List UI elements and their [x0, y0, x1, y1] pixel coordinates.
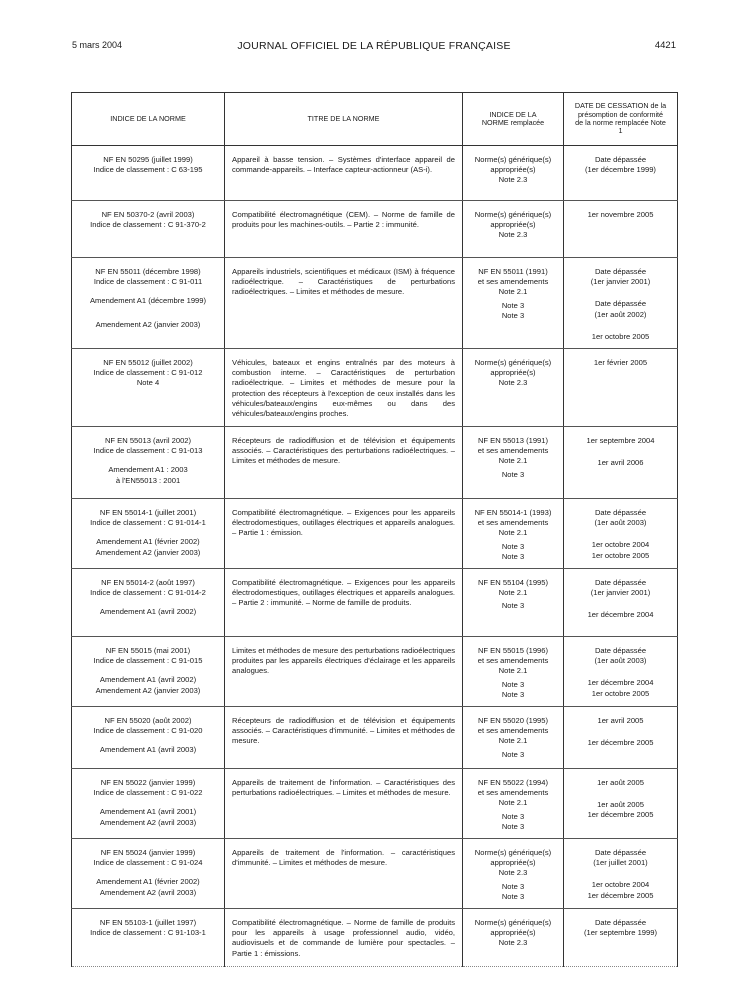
cessation-date-line: Date dépassée	[594, 918, 647, 928]
replaced-standard-line: Note 3	[501, 601, 525, 611]
cessation-date-line: 1er octobre 2005	[591, 688, 650, 698]
replaced-standard-line: Note 3	[501, 310, 525, 320]
cessation-date-line: Date dépassée	[594, 848, 647, 858]
table-row	[72, 569, 678, 637]
replaced-standard-line: Norme(s) générique(s)	[474, 848, 552, 858]
standard-index-line: NF EN 55015 (mai 2001)	[105, 646, 191, 656]
replaced-standard-line: Norme(s) générique(s)	[474, 210, 552, 219]
cessation-date-line: Date dépassée	[594, 299, 647, 309]
amendment-line: Amendement A1 (avril 2002)	[99, 675, 197, 685]
replaced-standard-line: Note 3	[501, 679, 525, 689]
replaced-standard-cell	[463, 909, 564, 967]
replaced-standard-line: Note 3	[501, 749, 525, 759]
standard-index-line: Indice de classement : C 91-024	[93, 858, 203, 868]
replaced-standard-line: Note 3	[501, 689, 525, 699]
cessation-date-cell	[564, 499, 678, 569]
replaced-standard-cell	[463, 569, 564, 637]
replaced-standard-line: Note 2.1	[498, 798, 528, 808]
amendment-line: Amendement A1 (avril 2003)	[99, 745, 197, 755]
cessation-date-line: (1er août 2002)	[594, 309, 647, 319]
column-header-title: TITRE DE LA NORME	[225, 93, 463, 146]
replaced-standard-line: appropriée(s)	[490, 928, 536, 938]
replaced-standard-line: et ses amendements	[477, 277, 549, 287]
replaced-standard-line: NF EN 55011 (1991)	[478, 267, 548, 276]
standard-index-line: NF EN 50370-2 (avril 2003)	[101, 210, 195, 219]
standard-index-line: Indice de classement : C 91-014-1	[90, 518, 206, 528]
standard-title-cell	[225, 839, 463, 909]
standard-index-cell	[72, 769, 225, 839]
standard-title: Véhicules, bateaux et engins entraînés par des moteurs à combustion interne. – Caractéristiques de perturbation radioélectrique. – Limites et méthodes de mesure pour la protection des récepteurs à l'exception de ceux installés dans les véhicules/bateaux/engins eux-mêmes ou dans des véhicules/bateaux/engins proches.	[232, 358, 455, 419]
cessation-date-line: 1er septembre 2004	[586, 436, 655, 446]
cessation-date-line: (1er janvier 2001)	[590, 277, 651, 287]
standard-index-line: Indice de classement : C 91-012	[93, 368, 203, 378]
standard-index-line: NF EN 55022 (janvier 1999)	[100, 778, 196, 788]
cessation-date-line: 1er octobre 2004	[591, 880, 650, 890]
standard-index-cell	[72, 146, 225, 201]
journal-title: JOURNAL OFFICIEL DE LA RÉPUBLIQUE FRANÇAISE	[237, 40, 511, 52]
cessation-date-line: 1er décembre 2005	[587, 890, 654, 900]
standard-index-line: NF EN 55024 (janvier 1999)	[100, 848, 196, 858]
cessation-date-cell	[564, 769, 678, 839]
standard-index-line: NF EN 55011 (décembre 1998)	[95, 267, 201, 276]
standard-index-line: Indice de classement : C 91-011	[93, 277, 203, 287]
standard-title: Compatibilité électromagnétique. – Exigences pour les appareils électrodomestiques, outillages électriques et appareils analogues. – Partie 2 : immunité. – Norme de famille de produits.	[232, 578, 455, 608]
standard-title-cell	[225, 499, 463, 569]
cessation-date-cell	[564, 201, 678, 258]
standard-index-line: Note 4	[136, 378, 160, 388]
table-row	[72, 909, 678, 967]
replaced-standard-line: Note 2.3	[498, 938, 528, 948]
column-header-date: DATE DE CESSATION de la présomption de conformité de la norme remplacée Note 1	[564, 93, 678, 146]
replaced-standard-line: Note 2.3	[498, 868, 528, 878]
amendment-line: Amendement A2 (avril 2003)	[99, 887, 197, 897]
standard-index-line: NF EN 50295 (juillet 1999)	[103, 155, 193, 164]
amendment-line: Amendement A2 (janvier 2003)	[95, 319, 201, 329]
cessation-date-cell	[564, 569, 678, 637]
replaced-standard-line: NF EN 55104 (1995)	[477, 578, 549, 588]
replaced-standard-line: Note 2.1	[498, 456, 528, 466]
cessation-date-line: (1er août 2003)	[594, 656, 647, 666]
replaced-standard-line: Note 2.1	[498, 528, 528, 538]
cessation-date-line: Date dépassée	[594, 155, 647, 164]
replaced-standard-line: Note 3	[501, 469, 525, 479]
replaced-standard-cell	[463, 637, 564, 707]
standard-title-cell	[225, 707, 463, 769]
replaced-standard-line: NF EN 55013 (1991)	[477, 436, 549, 446]
cessation-date-line: (1er août 2003)	[594, 518, 647, 528]
table-header-row	[72, 93, 678, 146]
replaced-standard-cell	[463, 146, 564, 201]
standard-title: Récepteurs de radiodiffusion et de télévision et équipements associés. – Caractéristiques des perturbations radioélectriques. – Limites et méthodes de mesure.	[232, 436, 455, 466]
table-row	[72, 499, 678, 569]
cessation-date-line: 1er avril 2005	[597, 716, 644, 726]
replaced-standard-line: appropriée(s)	[490, 165, 536, 175]
table-row	[72, 839, 678, 909]
standard-title-cell	[225, 258, 463, 349]
replaced-standard-cell	[463, 839, 564, 909]
replaced-standard-line: appropriée(s)	[490, 368, 536, 378]
amendment-line: Amendement A2 (janvier 2003)	[95, 685, 201, 695]
cessation-date-line: 1er décembre 2004	[587, 678, 654, 688]
replaced-standard-line: Norme(s) générique(s)	[474, 358, 552, 368]
amendment-line: Amendement A1 (février 2002)	[96, 877, 200, 887]
cessation-date-cell	[564, 146, 678, 201]
cessation-date-line: (1er janvier 2001)	[590, 588, 651, 598]
replaced-standard-line: Note 3	[501, 881, 525, 891]
table-row	[72, 707, 678, 769]
table-body	[72, 146, 678, 967]
amendment-line: Amendement A1 : 2003	[108, 465, 188, 475]
standard-index-line: Indice de classement : C 91-013	[93, 446, 203, 456]
standard-title: Appareil à basse tension. – Systèmes d'interface appareil de commande-appareils. – Interface capteur-actionneur (AS-i).	[232, 155, 455, 175]
replaced-standard-cell	[463, 427, 564, 499]
table-row	[72, 637, 678, 707]
standard-index-cell	[72, 569, 225, 637]
replaced-standard-line: NF EN 55014-1 (1993)	[474, 508, 552, 518]
standard-title-cell	[225, 569, 463, 637]
standard-title: Appareils industriels, scientifiques et médicaux (ISM) à fréquence radioélectrique. – Caractéristiques de perturbations radioélectriques. – Limites et méthodes de mesure.	[232, 267, 455, 297]
cessation-date-line: (1er juillet 2001)	[593, 858, 648, 868]
standard-title: Compatibilité électromagnétique. – Exigences pour les appareils électrodomestiques, outillages électriques et appareils analogues. – Partie 1 : émission.	[232, 508, 455, 538]
cessation-date-cell	[564, 258, 678, 349]
replaced-standard-line: appropriée(s)	[490, 858, 536, 868]
standard-index-cell	[72, 499, 225, 569]
cessation-date-cell	[564, 909, 678, 967]
cessation-date-line: 1er octobre 2005	[591, 550, 650, 560]
standard-title: Compatibilité électromagnétique. – Norme de famille de produits pour les appareils à usage professionnel audio, vidéo, audiovisuels et de commande de lumière pour spectacles. – Partie 1 : émissions.	[232, 918, 455, 958]
standard-title-cell	[225, 146, 463, 201]
table-row	[72, 258, 678, 349]
replaced-standard-cell	[463, 349, 564, 427]
replaced-standard-line: Note 2.3	[498, 175, 528, 185]
amendment-line: Amendement A2 (janvier 2003)	[95, 547, 201, 557]
standard-title-cell	[225, 637, 463, 707]
standard-index-line: NF EN 55014-1 (juillet 2001)	[99, 508, 197, 518]
cessation-date-line: 1er août 2005	[597, 778, 644, 788]
cessation-date-line: 1er novembre 2005	[587, 210, 654, 219]
standard-index-line: Indice de classement : C 91-370-2	[90, 220, 206, 230]
replaced-standard-line: Note 2.3	[498, 378, 528, 388]
standard-title: Appareils de traitement de l'information. – Caractéristiques des perturbations radioélectriques. – Limites et méthodes de mesure.	[232, 778, 455, 798]
cessation-date-line: 1er octobre 2004	[591, 540, 650, 550]
column-header-replaced: INDICE DE LA NORME remplacée	[463, 93, 564, 146]
standard-index-cell	[72, 427, 225, 499]
standard-index-line: NF EN 55013 (avril 2002)	[104, 436, 192, 446]
standard-index-line: NF EN 55012 (juillet 2002)	[103, 358, 193, 368]
cessation-date-line: 1er août 2005	[597, 800, 644, 810]
replaced-standard-line: et ses amendements	[477, 726, 549, 736]
standard-title-cell	[225, 769, 463, 839]
table-row	[72, 427, 678, 499]
cessation-date-cell	[564, 637, 678, 707]
replaced-standard-line: et ses amendements	[477, 656, 549, 666]
standard-index-cell	[72, 258, 225, 349]
cessation-date-line: 1er février 2005	[593, 358, 648, 368]
standard-title-cell	[225, 201, 463, 258]
standard-index-cell	[72, 637, 225, 707]
cessation-date-line: (1er décembre 1999)	[585, 165, 656, 175]
standard-title: Limites et méthodes de mesure des perturbations radioélectriques produites par les appareils électriques d'éclairage et les appareils analogues.	[232, 646, 455, 676]
standard-index-line: Indice de classement : C 91-014-2	[90, 588, 206, 598]
replaced-standard-line: Note 3	[501, 891, 525, 901]
cessation-date-cell	[564, 349, 678, 427]
standard-title-cell	[225, 427, 463, 499]
cessation-date-line: 1er décembre 2005	[587, 810, 654, 820]
replaced-standard-line: NF EN 55020 (1995)	[477, 716, 549, 726]
column-header-index: INDICE DE LA NORME	[72, 93, 225, 146]
standard-title: Appareils de traitement de l'information. – caractéristiques d'immunité. – Limites et méthodes de mesure.	[232, 848, 455, 868]
standard-index-cell	[72, 839, 225, 909]
page-number: 4421	[654, 40, 676, 51]
standard-index-line: Indice de classement : C 91-020	[93, 726, 203, 736]
standard-index-line: NF EN 55020 (août 2002)	[104, 716, 192, 726]
replaced-standard-cell	[463, 258, 564, 349]
standard-title-cell	[225, 909, 463, 967]
standard-index-line: NF EN 55014-2 (août 1997)	[101, 578, 195, 588]
replaced-standard-line: NF EN 55015 (1996)	[477, 646, 549, 656]
replaced-standard-line: Note 2.1	[498, 287, 528, 297]
replaced-standard-line: Note 3	[501, 821, 525, 831]
cessation-date-line: Date dépassée	[594, 508, 647, 518]
page-header	[0, 40, 748, 56]
replaced-standard-cell	[463, 499, 564, 569]
cessation-date-line: Date dépassée	[594, 578, 647, 588]
cessation-date-line: 1er octobre 2005	[591, 331, 650, 341]
cessation-date-line: 1er décembre 2004	[587, 610, 654, 620]
amendment-line: Amendement A1 (avril 2002)	[99, 607, 197, 617]
replaced-standard-line: appropriée(s)	[490, 220, 536, 230]
cessation-date-cell	[564, 839, 678, 909]
replaced-standard-line: Note 3	[501, 541, 525, 551]
replaced-standard-cell	[463, 769, 564, 839]
standard-index-line: Indice de classement : C 91-103-1	[90, 928, 206, 938]
standard-title: Compatibilité électromagnétique (CEM). – Norme de famille de produits pour les machines-outils. – Partie 2 : immunité.	[232, 210, 455, 230]
cessation-date-line: 1er avril 2006	[597, 458, 644, 468]
replaced-standard-line: Note 2.1	[498, 666, 528, 676]
replaced-standard-line: et ses amendements	[477, 518, 549, 528]
replaced-standard-line: NF EN 55022 (1994)	[477, 778, 549, 788]
replaced-standard-line: et ses amendements	[477, 446, 549, 456]
table-row	[72, 201, 678, 258]
table-row	[72, 349, 678, 427]
amendment-line: Amendement A2 (avril 2003)	[99, 817, 197, 827]
replaced-standard-line: Note 3	[501, 811, 525, 821]
replaced-standard-line: Norme(s) générique(s)	[474, 918, 552, 928]
standard-index-cell	[72, 349, 225, 427]
replaced-standard-line: Note 3	[501, 300, 525, 310]
standard-index-cell	[72, 909, 225, 967]
standard-index-cell	[72, 707, 225, 769]
cessation-date-line: Date dépassée	[594, 646, 647, 656]
standard-index-line: NF EN 55103-1 (juillet 1997)	[99, 918, 197, 928]
replaced-standard-cell	[463, 707, 564, 769]
issue-date: 5 mars 2004	[72, 40, 123, 50]
cessation-date-line: Date dépassée	[594, 267, 647, 276]
standard-index-cell	[72, 201, 225, 258]
table-row	[72, 769, 678, 839]
amendment-line: à l'EN55013 : 2001	[115, 475, 181, 485]
replaced-standard-line: Note 2.3	[498, 230, 528, 240]
amendment-line: Amendement A1 (avril 2001)	[99, 807, 197, 817]
table-row	[72, 146, 678, 201]
standards-table	[71, 92, 678, 967]
replaced-standard-line: Note 2.1	[498, 588, 528, 598]
cessation-date-cell	[564, 707, 678, 769]
standard-title-cell	[225, 349, 463, 427]
standard-index-line: Indice de classement : C 63-195	[93, 165, 203, 175]
replaced-standard-line: et ses amendements	[477, 788, 549, 798]
amendment-line: Amendement A1 (décembre 1999)	[89, 296, 207, 306]
cessation-date-line: 1er décembre 2005	[587, 738, 654, 748]
replaced-standard-cell	[463, 201, 564, 258]
standard-title: Récepteurs de radiodiffusion et de télévision et équipements associés. – Caractéristiques d'immunité. – Limites et méthodes de mesure.	[232, 716, 455, 746]
replaced-standard-line: Note 3	[501, 551, 525, 561]
replaced-standard-line: Note 2.1	[498, 736, 528, 746]
cessation-date-cell	[564, 427, 678, 499]
cessation-date-line: (1er septembre 1999)	[583, 928, 658, 938]
standard-index-line: Indice de classement : C 91-022	[93, 788, 203, 798]
amendment-line: Amendement A1 (février 2002)	[96, 537, 200, 547]
replaced-standard-line: Norme(s) générique(s)	[474, 155, 552, 164]
standard-index-line: Indice de classement : C 91-015	[93, 656, 203, 666]
